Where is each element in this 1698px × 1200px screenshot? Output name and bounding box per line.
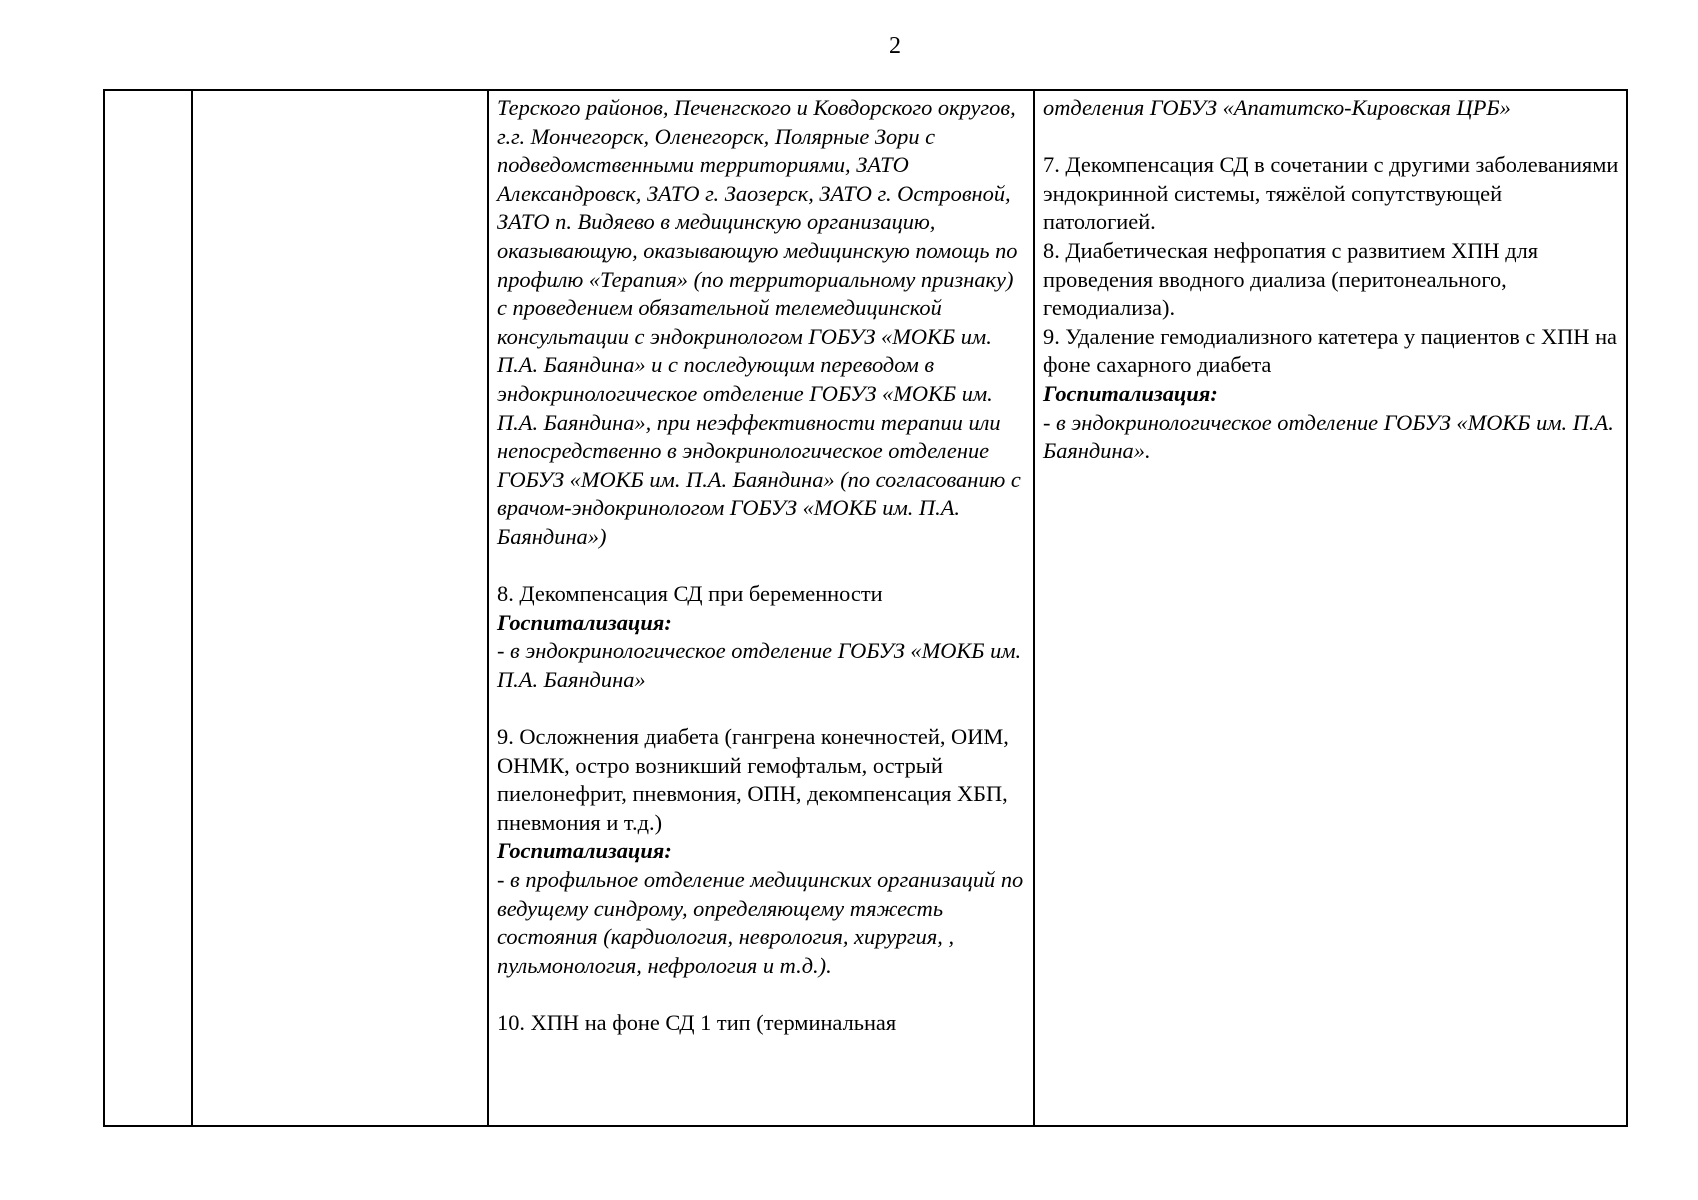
table-cell-conditions — [488, 90, 1034, 1126]
col3-item9-condition: 9. Осложнения диабета (гангрена конечностей, ОИМ, ОНМК, остро возникший гемофтальм, острый пиелонефрит, пневмония, ОПН, декомпенсация ХБП, пневмония и т.д.) — [497, 724, 1009, 835]
table-cell-number — [104, 90, 192, 1126]
col3-item8-condition: 8. Декомпенсация СД при беременности — [497, 581, 883, 607]
col4-routing-continued: отделения ГОБУЗ «Апатитско-Кировская ЦРБ» — [1043, 95, 1511, 120]
col4-item7: 7. Декомпенсация СД в сочетании с другими заболеваниями эндокринной системы, тяжёлой сопутствующей патологией. — [1043, 152, 1619, 235]
table-cell-routing — [1034, 90, 1627, 1126]
col3-item9-hospitalization-label: Госпитализация: — [497, 838, 672, 864]
routing-table — [103, 89, 1628, 1127]
table-cell-category — [192, 90, 488, 1126]
col4-routing: - в эндокринологическое отделение ГОБУЗ «МОКБ им. П.А. Баяндина». — [1043, 409, 1614, 464]
col3-routing-continued: Терского районов, Печенгского и Ковдорского округов, г.г. Мончегорск, Оленегорск, Полярные Зори с подведомственными территориями, ЗАТО Александровск, ЗАТО г. Заозерск, ЗАТО г. Островной, ЗАТО п. Видяево в медицинскую организацию, оказывающую, оказывающую медицинскую помощь по профилю «Терапия» (по территориальному признаку) с проведением обязательной телемедицинской консультации с эндокринологом ГОБУЗ «МОКБ им. П.А. Баяндина» и с последующим переводом в эндокринологическое отделение ГОБУЗ «МОКБ им. П.А. Баяндина», при неэффективности терапии или непосредственно в эндокринологическое отделение ГОБУЗ «МОКБ им. П.А. Баяндина» (по согласованию с врачом-эндокринологом ГОБУЗ «МОКБ им. П.А. Баяндина») — [497, 95, 1021, 549]
table-row — [104, 90, 1627, 1126]
col4-item9: 9. Удаление гемодиализного катетера у пациентов с ХПН на фоне сахарного диабета — [1043, 323, 1617, 378]
col3-item10-condition: 10. ХПН на фоне СД 1 тип (терминальная — [497, 1010, 897, 1035]
col4-hospitalization-label: Госпитализация: — [1043, 380, 1218, 406]
col4-item8: 8. Диабетическая нефропатия с развитием ХПН для проведения вводного диализа (перитонеального, гемодиализа). — [1043, 237, 1539, 321]
col3-item8-hospitalization-label: Госпитализация: — [497, 609, 672, 635]
page-number: 2 — [889, 33, 901, 59]
col3-item9-routing: - в профильное отделение медицинских организаций по ведущему синдрому, определяющему тяжесть состояния (кардиология, неврология, хирургия, , пульмонология, нефрология и т.д.). — [497, 867, 1024, 978]
col3-item8-routing: - в эндокринологическое отделение ГОБУЗ «МОКБ им. П.А. Баяндина» — [497, 638, 1022, 692]
